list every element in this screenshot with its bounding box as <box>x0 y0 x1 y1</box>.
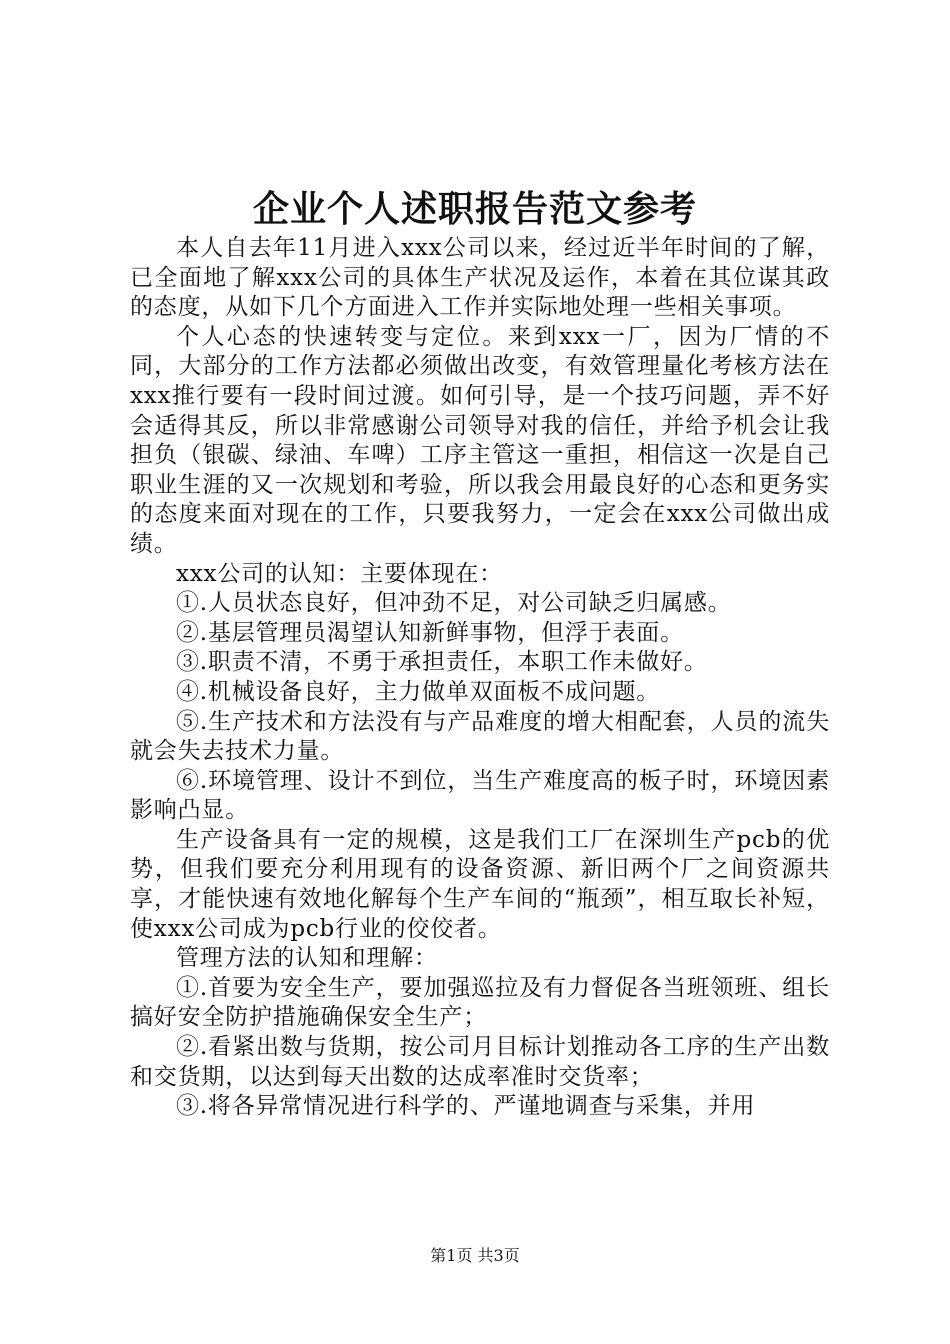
page-number: 第1页 共3页 <box>430 1246 520 1265</box>
document-body <box>130 234 830 1122</box>
document-title: 企业个人述职报告范文参考 <box>252 188 697 230</box>
paragraph-intro: 本人自去年11月进入xxx公司以来，经过近半年时间的了解，已全面地了解xxx公司的具体生产状况及运作，本着在其位谋其政的态度，从如下几个方面进入工作并实际地处理一些相关事项。 <box>130 235 830 321</box>
paragraph-equipment: 生产设备具有一定的规模，这是我们工厂在深圳生产pcb的优势，但我们要充分利用现有的设备资源、新旧两个厂之间资源共享，才能快速有效地化解每个生产车间的“瓶颈”，相互取长补短，使xxx公司成为pcb行业的佼佼者。 <box>130 826 830 942</box>
list-item: ①.首要为安全生产，要加强巡拉及有力督促各当班领班、组长搞好安全防护措施确保安全生产； <box>130 974 830 1031</box>
paragraph-management-heading: 管理方法的认知和理解： <box>176 945 438 972</box>
list-item: ⑥.环境管理、设计不到位，当生产难度高的板子时，环境因素影响凸显。 <box>130 767 830 824</box>
list-item: ③.职责不清，不勇于承担责任，本职工作未做好。 <box>176 649 708 676</box>
paragraph-mindset: 个人心态的快速转变与定位。来到xxx一厂，因为厂情的不同，大部分的工作方法都必须做出改变，有效管理量化考核方法在xxx推行要有一段时间过渡。如何引导，是一个技巧问题，弄不好会适得其反，所以非常感谢公司领导对我的信任，并给予机会让我担负（银碳、绿油、车啤）工序主管这一重担，相信这一次是自己职业生涯的又一次规划和考验，所以我会用最良好的心态和更务实的态度来面对现在的工作，只要我努力，一定会在xxx公司做出成绩。 <box>130 323 830 557</box>
list-item: ③.将各异常情况进行科学的、严谨地调查与采集，并用 <box>176 1093 756 1120</box>
list-item: ④.机械设备良好，主力做单双面板不成问题。 <box>176 678 661 705</box>
list-item: ②.看紧出数与货期，按公司月目标计划推动各工序的生产出数和交货期，以达到每天出数的达成率准时交货率； <box>130 1034 830 1090</box>
list-item: ①.人员状态良好，但冲劲不足，对公司缺乏归属感。 <box>176 590 732 617</box>
paragraph-company-cognition: xxx公司的认知：主要体现在： <box>176 560 503 587</box>
list-item: ②.基层管理员渴望认知新鲜事物，但浮于表面。 <box>176 619 684 646</box>
list-item: ⑤.生产技术和方法没有与产品难度的增大相配套，人员的流失就会失去技术力量。 <box>130 708 830 765</box>
